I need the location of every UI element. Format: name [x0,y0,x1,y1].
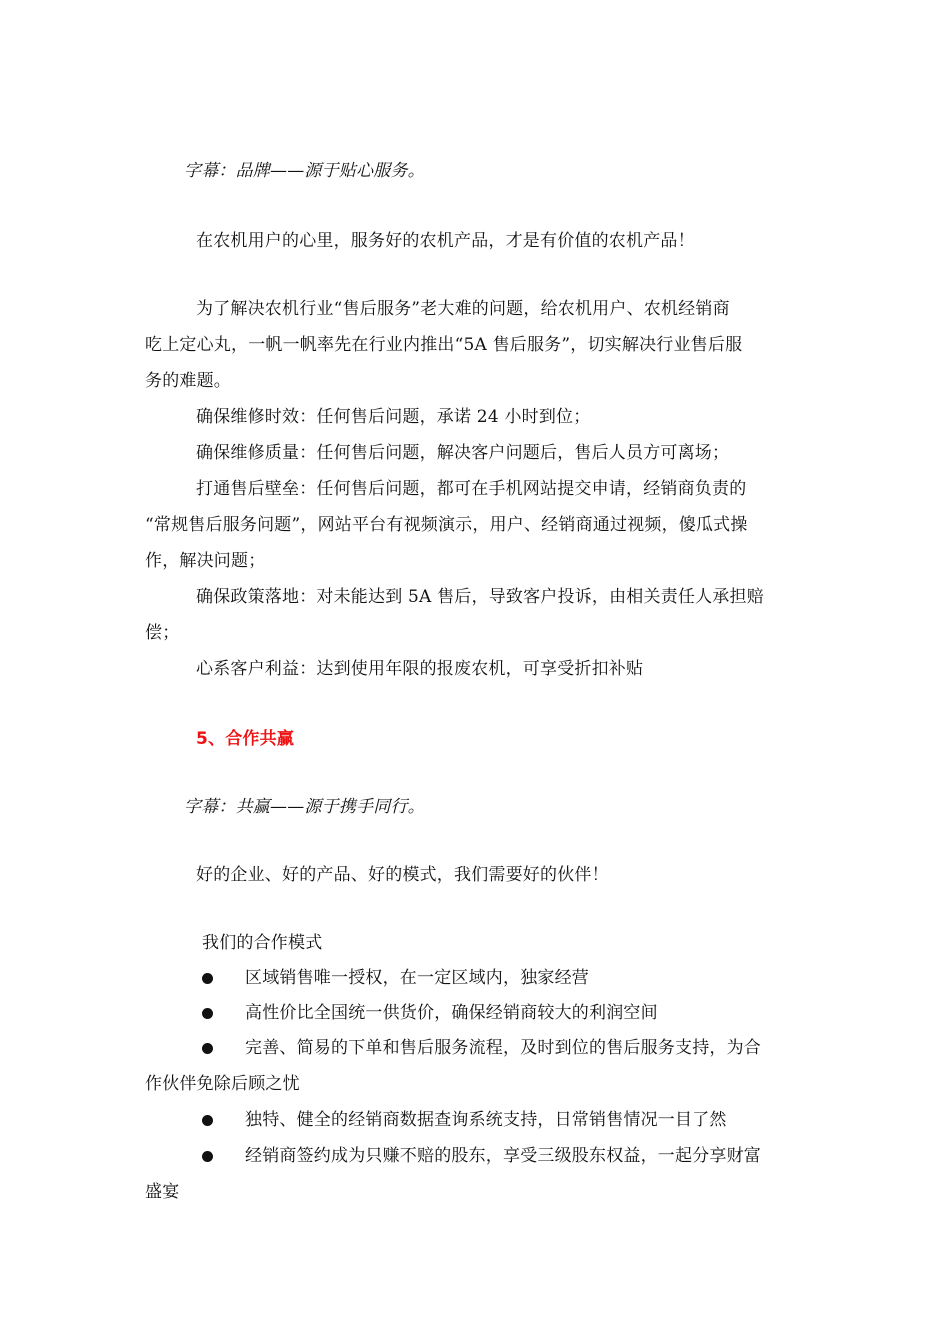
bullet-icon [202,1008,213,1019]
bullet-icon [202,1115,213,1126]
cooperation-bullet-process-line-1: 完善、简易的下单和售后服务流程，及时到位的售后服务支持，为合 [245,1038,761,1058]
service-item-barrier-line-3: 作，解决问题； [145,551,266,571]
service-item-timeliness: 确保维修时效：任何售后问题，承诺 24 小时到位； [196,407,591,427]
cooperation-heading: 5、合作共赢 [196,729,295,749]
cooperation-bullet-exclusive: 区域销售唯一授权，在一定区域内，独家经营 [245,968,589,988]
service-caption: 字幕：品牌——源于贴心服务。 [184,161,425,181]
service-item-policy-line-1: 确保政策落地：对未能达到 5A 售后，导致客户投诉，由相关责任人承担赔 [196,587,764,607]
service-intro-line-3: 务的难题。 [145,371,231,391]
service-item-policy-line-2: 偿； [145,623,180,643]
service-slogan: 在农机用户的心里，服务好的农机产品，才是有价值的农机产品！ [196,231,695,251]
service-intro-line-2: 吃上定心丸，一帆一帆率先在行业内推出“5A 售后服务”，切实解决行业售后服 [145,335,743,355]
service-item-barrier-line-1: 打通售后壁垒：任何售后问题，都可在手机网站提交申请，经销商负责的 [196,479,747,499]
service-intro-line-1: 为了解决农机行业“售后服务”老大难的问题，给农机用户、农机经销商 [196,299,730,319]
cooperation-slogan: 好的企业、好的产品、好的模式，我们需要好的伙伴！ [196,865,609,885]
service-item-barrier-line-2: “常规售后服务问题”，网站平台有视频演示，用户、经销商通过视频，傻瓜式操 [145,515,748,535]
service-item-quality: 确保维修质量：任何售后问题，解决客户问题后，售后人员方可离场； [196,443,730,463]
bullet-icon [202,973,213,984]
cooperation-bullet-pricing: 高性价比全国统一供货价，确保经销商较大的利润空间 [245,1003,658,1023]
cooperation-bullet-data-system: 独特、健全的经销商数据查询系统支持，日常销售情况一目了然 [245,1110,727,1130]
bullet-icon [202,1043,213,1054]
cooperation-caption: 字幕：共赢——源于携手同行。 [184,797,425,817]
cooperation-bullet-process-line-2: 作伙伴免除后顾之忧 [145,1074,300,1094]
cooperation-list-title: 我们的合作模式 [202,933,323,953]
bullet-icon [202,1151,213,1162]
cooperation-bullet-shareholder-line-2: 盛宴 [145,1182,180,1202]
service-item-benefit: 心系客户利益：达到使用年限的报废农机，可享受折扣补贴 [196,659,644,679]
cooperation-bullet-shareholder-line-1: 经销商签约成为只赚不赔的股东，享受三级股东权益，一起分享财富 [245,1146,761,1166]
